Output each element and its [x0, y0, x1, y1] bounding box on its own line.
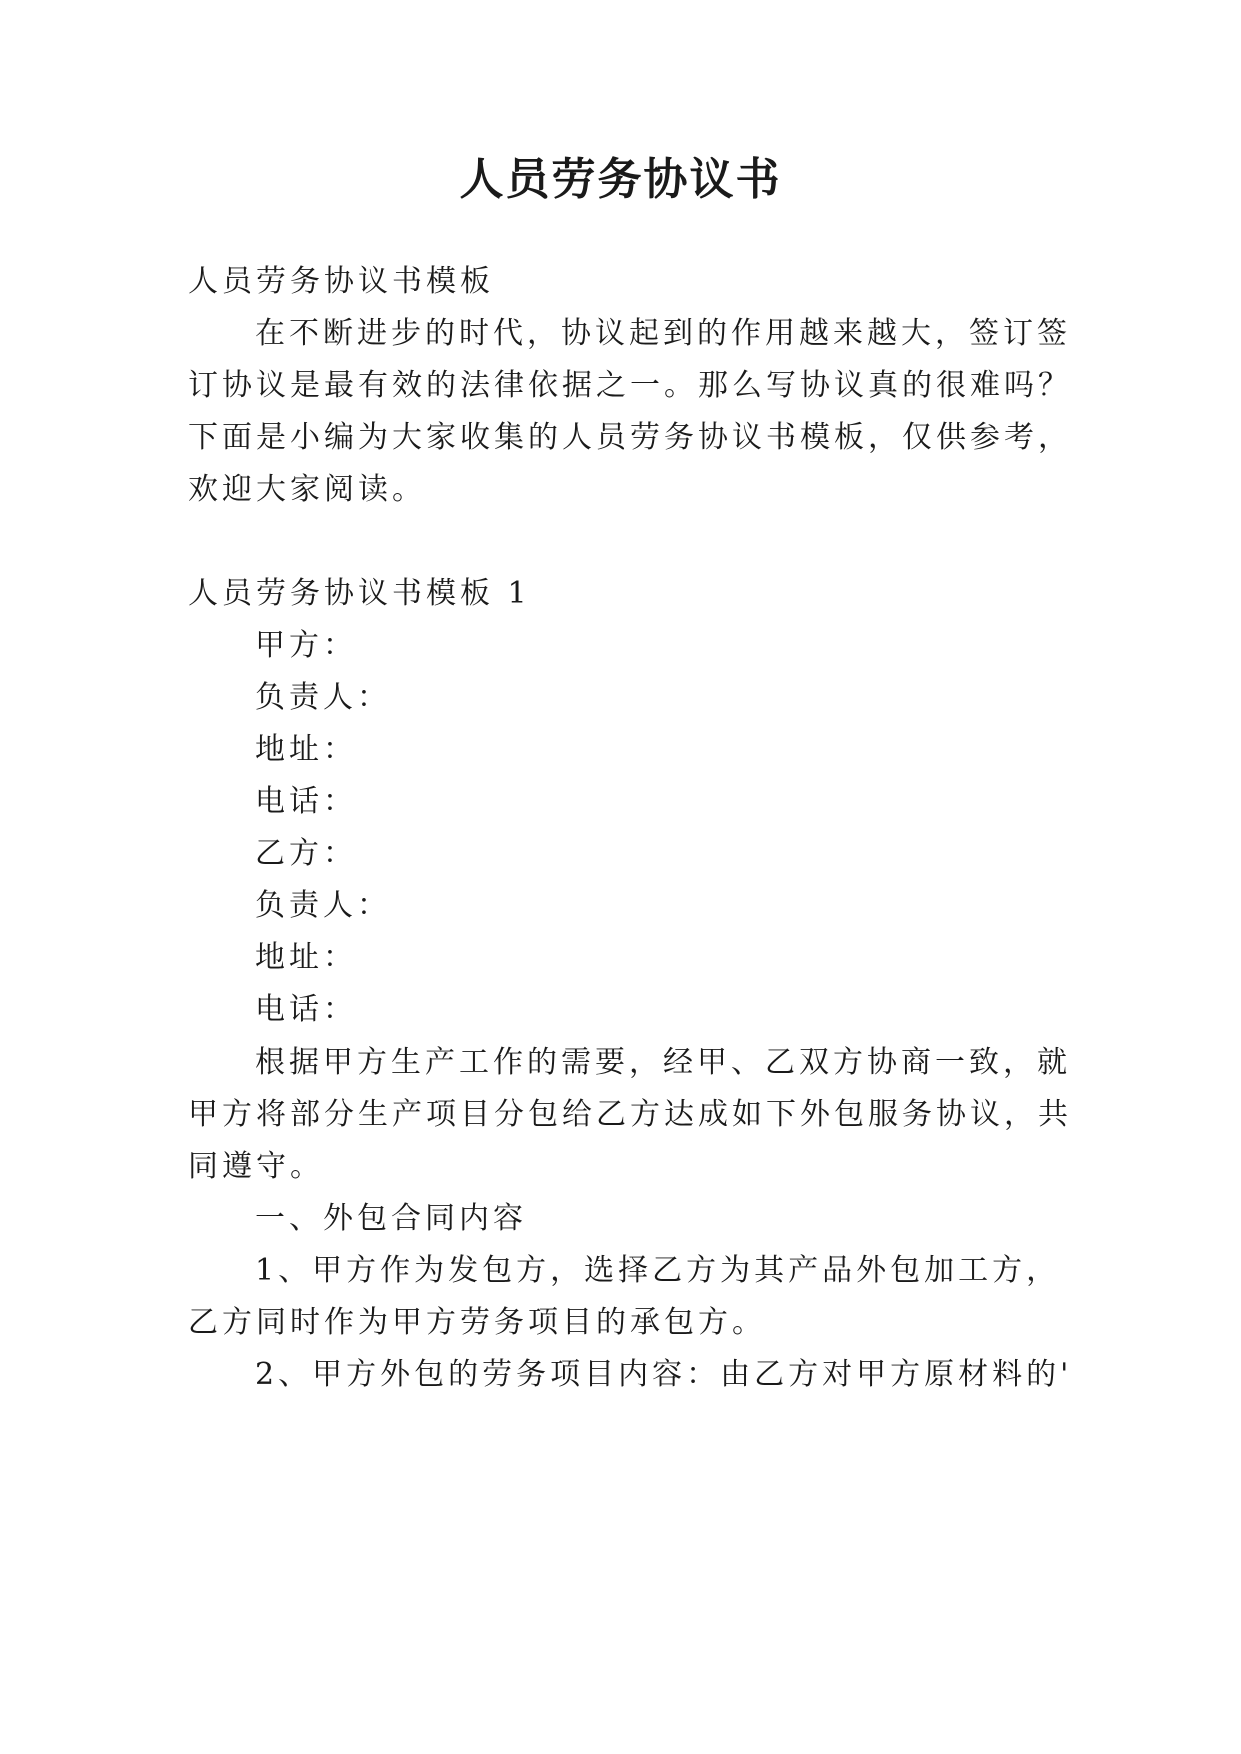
party-b-address-label: 地址： — [255, 940, 357, 975]
party-a-address-label: 地址： — [255, 732, 357, 767]
document-title: 人员劳务协议书 — [459, 154, 782, 205]
party-b-phone-label: 电话： — [255, 992, 357, 1027]
clause-1-line-2: 乙方同时作为甲方劳务项目的承包方。 — [188, 1305, 766, 1340]
party-a-label: 甲方： — [255, 628, 357, 663]
intro-line-3: 下面是小编为大家收集的人员劳务协议书模板，仅供参考， — [188, 420, 1072, 455]
clause-1-line-1: 1、甲方作为发包方，选择乙方为其产品外包加工方， — [255, 1253, 1061, 1288]
intro-line-1: 在不断进步的时代，协议起到的作用越来越大，签订签 — [255, 316, 1071, 351]
agreement-line-1: 根据甲方生产工作的需要，经甲、乙双方协商一致，就 — [255, 1045, 1071, 1080]
clause-2-line-1: 2、甲方外包的劳务项目内容：由乙方对甲方原材料的' — [255, 1357, 1073, 1392]
intro-line-2: 订协议是最有效的法律依据之一。那么写协议真的很难吗？ — [188, 368, 1072, 403]
party-a-phone-label: 电话： — [255, 784, 357, 819]
intro-line-4: 欢迎大家阅读。 — [188, 472, 426, 507]
party-b-responsible-label: 负责人： — [255, 888, 391, 923]
agreement-line-2: 甲方将部分生产项目分包给乙方达成如下外包服务协议，共 — [188, 1097, 1072, 1132]
template-heading: 人员劳务协议书模板 — [188, 264, 494, 299]
template-1-heading: 人员劳务协议书模板 1 — [188, 576, 531, 611]
party-b-label: 乙方： — [255, 836, 357, 871]
party-a-responsible-label: 负责人： — [255, 680, 391, 715]
section-1-heading: 一、外包合同内容 — [255, 1201, 527, 1236]
agreement-line-3: 同遵守。 — [188, 1149, 324, 1184]
